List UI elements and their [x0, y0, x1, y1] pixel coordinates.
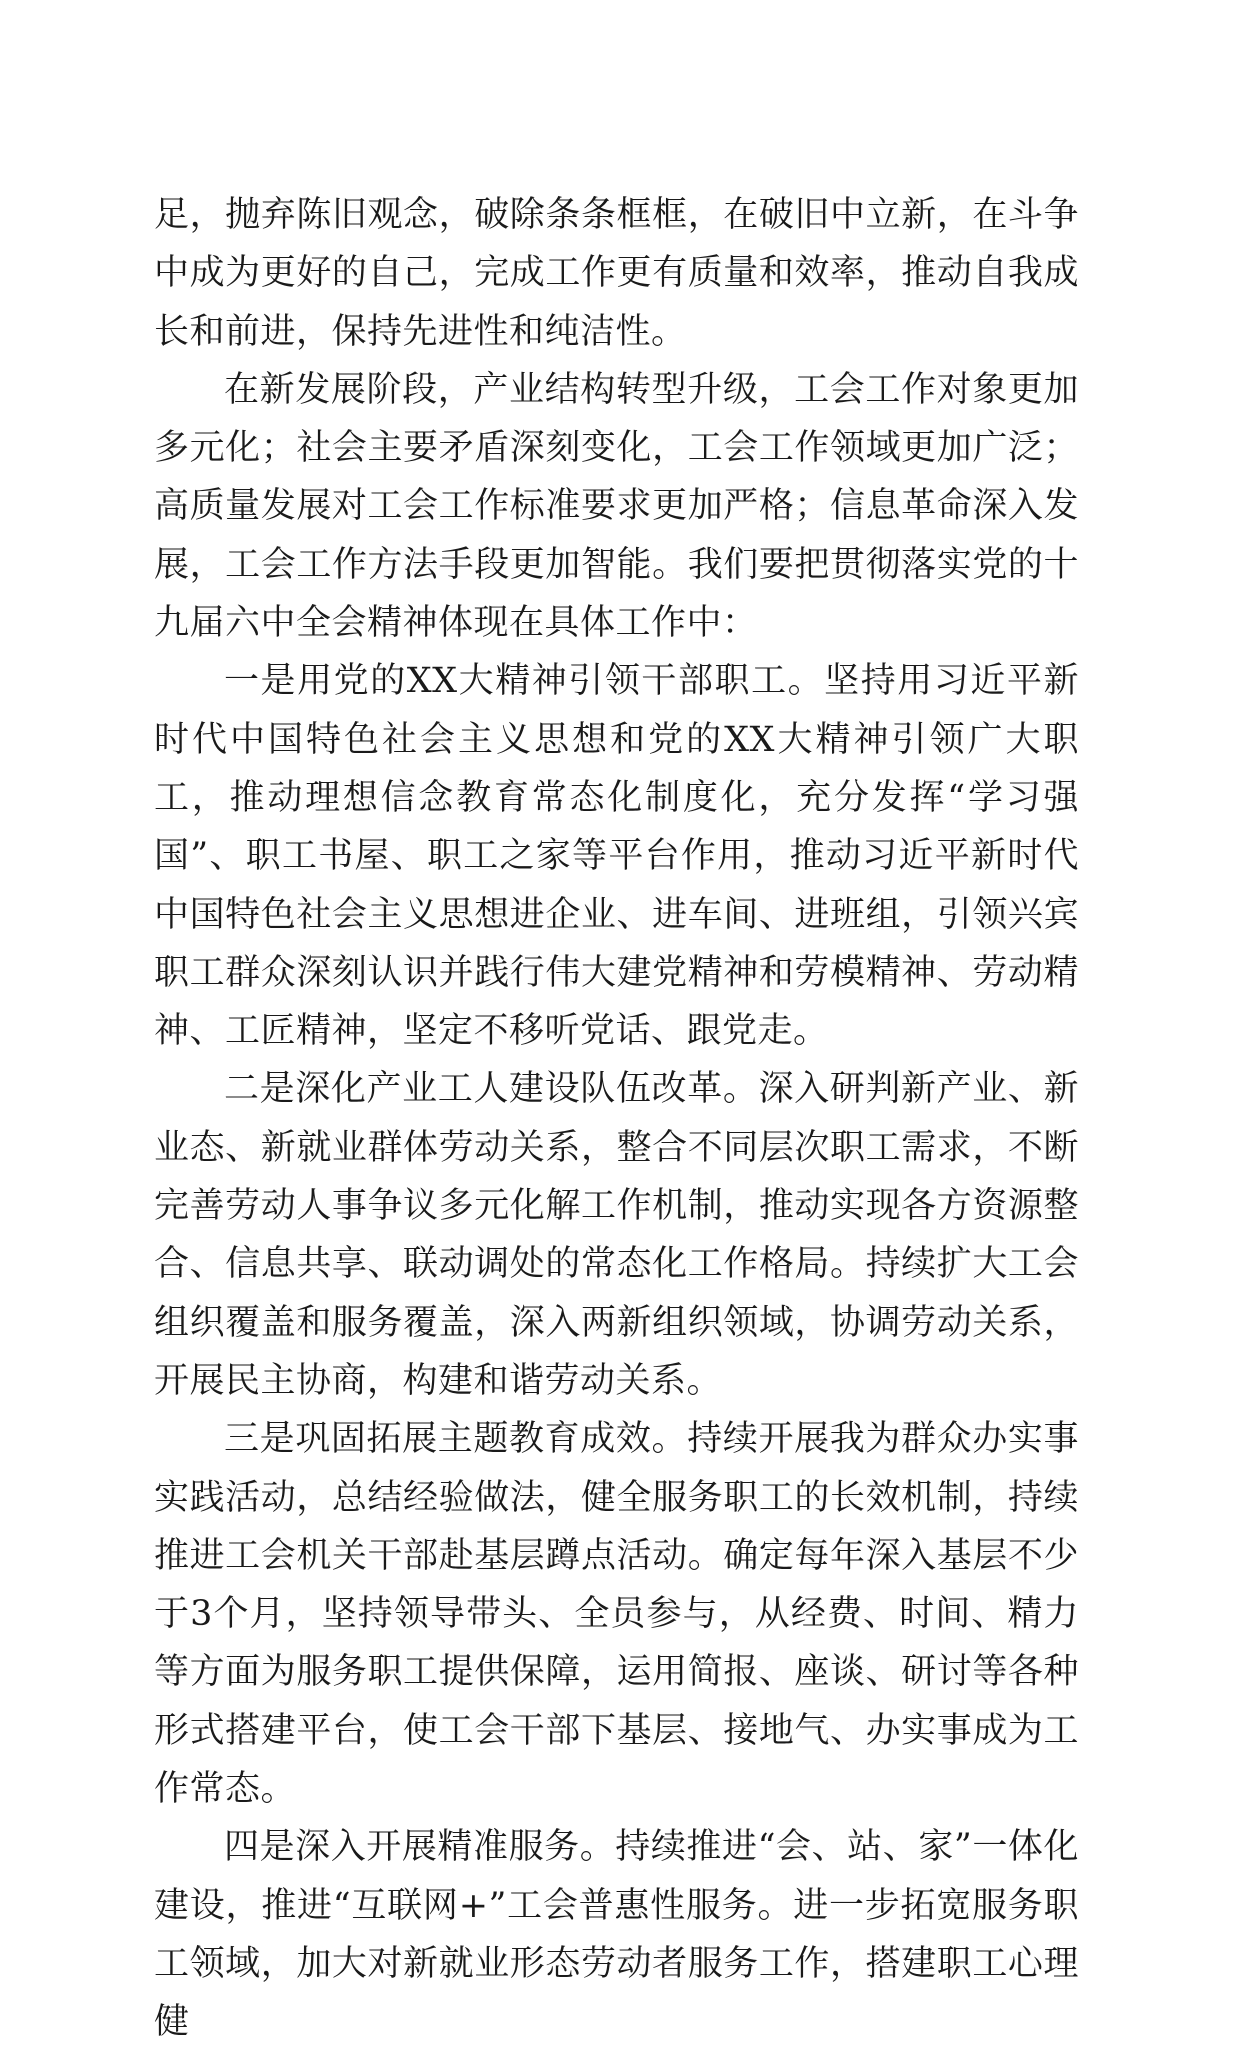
paragraph-item-one: 一是用党的XX大精神引领干部职工。坚持用习近平新时代中国特色社会主义思想和党的XX大精神引领广大职工，推动理想信念教育常态化制度化，充分发挥“学习强国”、职工书屋、职工之家等平台作用，推动习近平新时代中国特色社会主义思想进企业、进车间、进班组，引领兴宾职工群众深刻认识并践行伟大建党精神和劳模精神、劳动精神、工匠精神，坚定不移听党话、跟党走。	[154, 661, 1079, 1052]
paragraph-item-two: 二是深化产业工人建设队伍改革。深入研判新产业、新业态、新就业群体劳动关系，整合不同层次职工需求，不断完善劳动人事争议多元化解工作机制，推动实现各方资源整合、信息共享、联动调处的常态化工作格局。持续扩大工会组织覆盖和服务覆盖，深入两新组织领域，协调劳动关系，开展民主协商，构建和谐劳动关系。	[154, 1069, 1079, 1401]
paragraph-item-four: 四是深入开展精准服务。持续推进“会、站、家”一体化建设，推进“互联网+”工会普惠性服务。进一步拓宽服务职工领域，加大对新就业形态劳动者服务工作，搭建职工心理健	[154, 1827, 1079, 2043]
paragraph-item-three: 三是巩固拓展主题教育成效。持续开展我为群众办实事实践活动，总结经验做法，健全服务职工的长效机制，持续推进工会机关干部赴基层蹲点活动。确定每年深入基层不少于3个月，坚持领导带头、全员参与，从经费、时间、精力等方面为服务职工提供保障，运用简报、座谈、研讨等各种形式搭建平台，使工会干部下基层、接地气、办实事成为工作常态。	[154, 1419, 1079, 1810]
paragraph-new-development-stage: 在新发展阶段，产业结构转型升级，工会工作对象更加多元化；社会主要矛盾深刻变化，工会工作领域更加广泛；高质量发展对工会工作标准要求更加严格；信息革命深入发展，工会工作方法手段更加智能。我们要把贯彻落实党的十九届六中全会精神体现在具体工作中：	[154, 369, 1079, 644]
body-text	[154, 186, 1079, 2052]
paragraph-continuation: 足，抛弃陈旧观念，破除条条框框，在破旧中立新，在斗争中成为更好的自己，完成工作更有质量和效率，推动自我成长和前进，保持先进性和纯洁性。	[154, 195, 1079, 352]
